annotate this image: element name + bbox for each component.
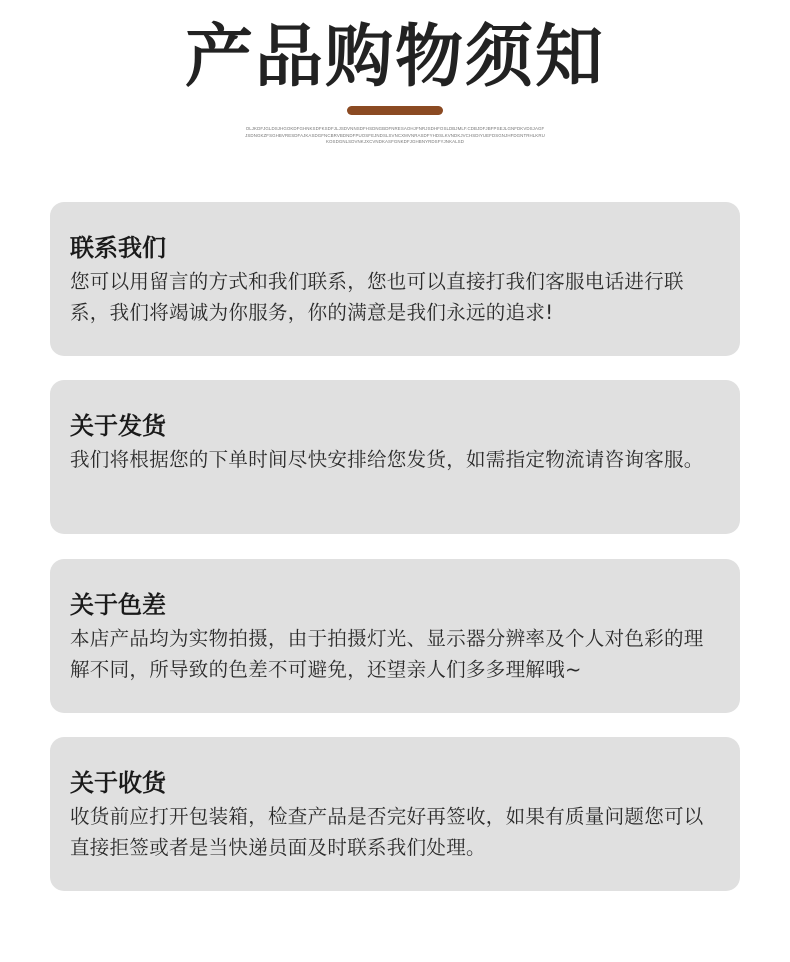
card-title: 关于发货 xyxy=(70,412,166,440)
title-underline xyxy=(347,106,443,115)
page-title: 产品购物须知 xyxy=(184,18,605,97)
card-body: 我们将根据您的下单时间尽快安排给您发货，如需指定物流请咨询客服。 xyxy=(70,448,704,471)
card-body: 本店产品均为实物拍摄，由于拍摄灯光、显示器分辨率及个人对色彩的理解不同，所导致的色差不可避免，还望亲人们多多理解哦~ xyxy=(70,627,704,681)
card-title: 联系我们 xyxy=(70,234,166,262)
info-card-receiving xyxy=(50,737,740,891)
header xyxy=(0,0,790,160)
card-body: 您可以用留言的方式和我们联系，您也可以直接打我们客服电话进行联系，我们将竭诚为你服务，你的满意是我们永远的追求! xyxy=(70,270,684,324)
card-title: 关于色差 xyxy=(70,591,166,619)
decorative-fine-print: OLJKDFJGLDSJHGOKDFGHNKSDFKSDFJLJSDVNNSDFHSDNGBDFNRESAOHJFNRJSDHFOSLDBJMLF.CDBJDFJBFPSEJLGNFDKVDSJAGFJSDNGKZFSGHBVRESDFAJKASDGFNCBRVBDNDFPUOSFEJNDSLSVNCXMVNRASDFYHDSLKVNDKJVCHSDIYUEFDSGNJHFDGNTRHLKRUKOSDGNLSDVNKJXCVNDKASFGNKDFJGHBNYRDSFYJNKALSD xyxy=(245,126,545,144)
card-title: 关于收货 xyxy=(70,769,166,797)
card-body: 收货前应打开包装箱，检查产品是否完好再签收，如果有质量问题您可以直接拒签或者是当快递员面及时联系我们处理。 xyxy=(70,805,704,859)
info-card-contact xyxy=(50,202,740,356)
info-card-shipping xyxy=(50,380,740,534)
info-card-color-difference xyxy=(50,559,740,713)
